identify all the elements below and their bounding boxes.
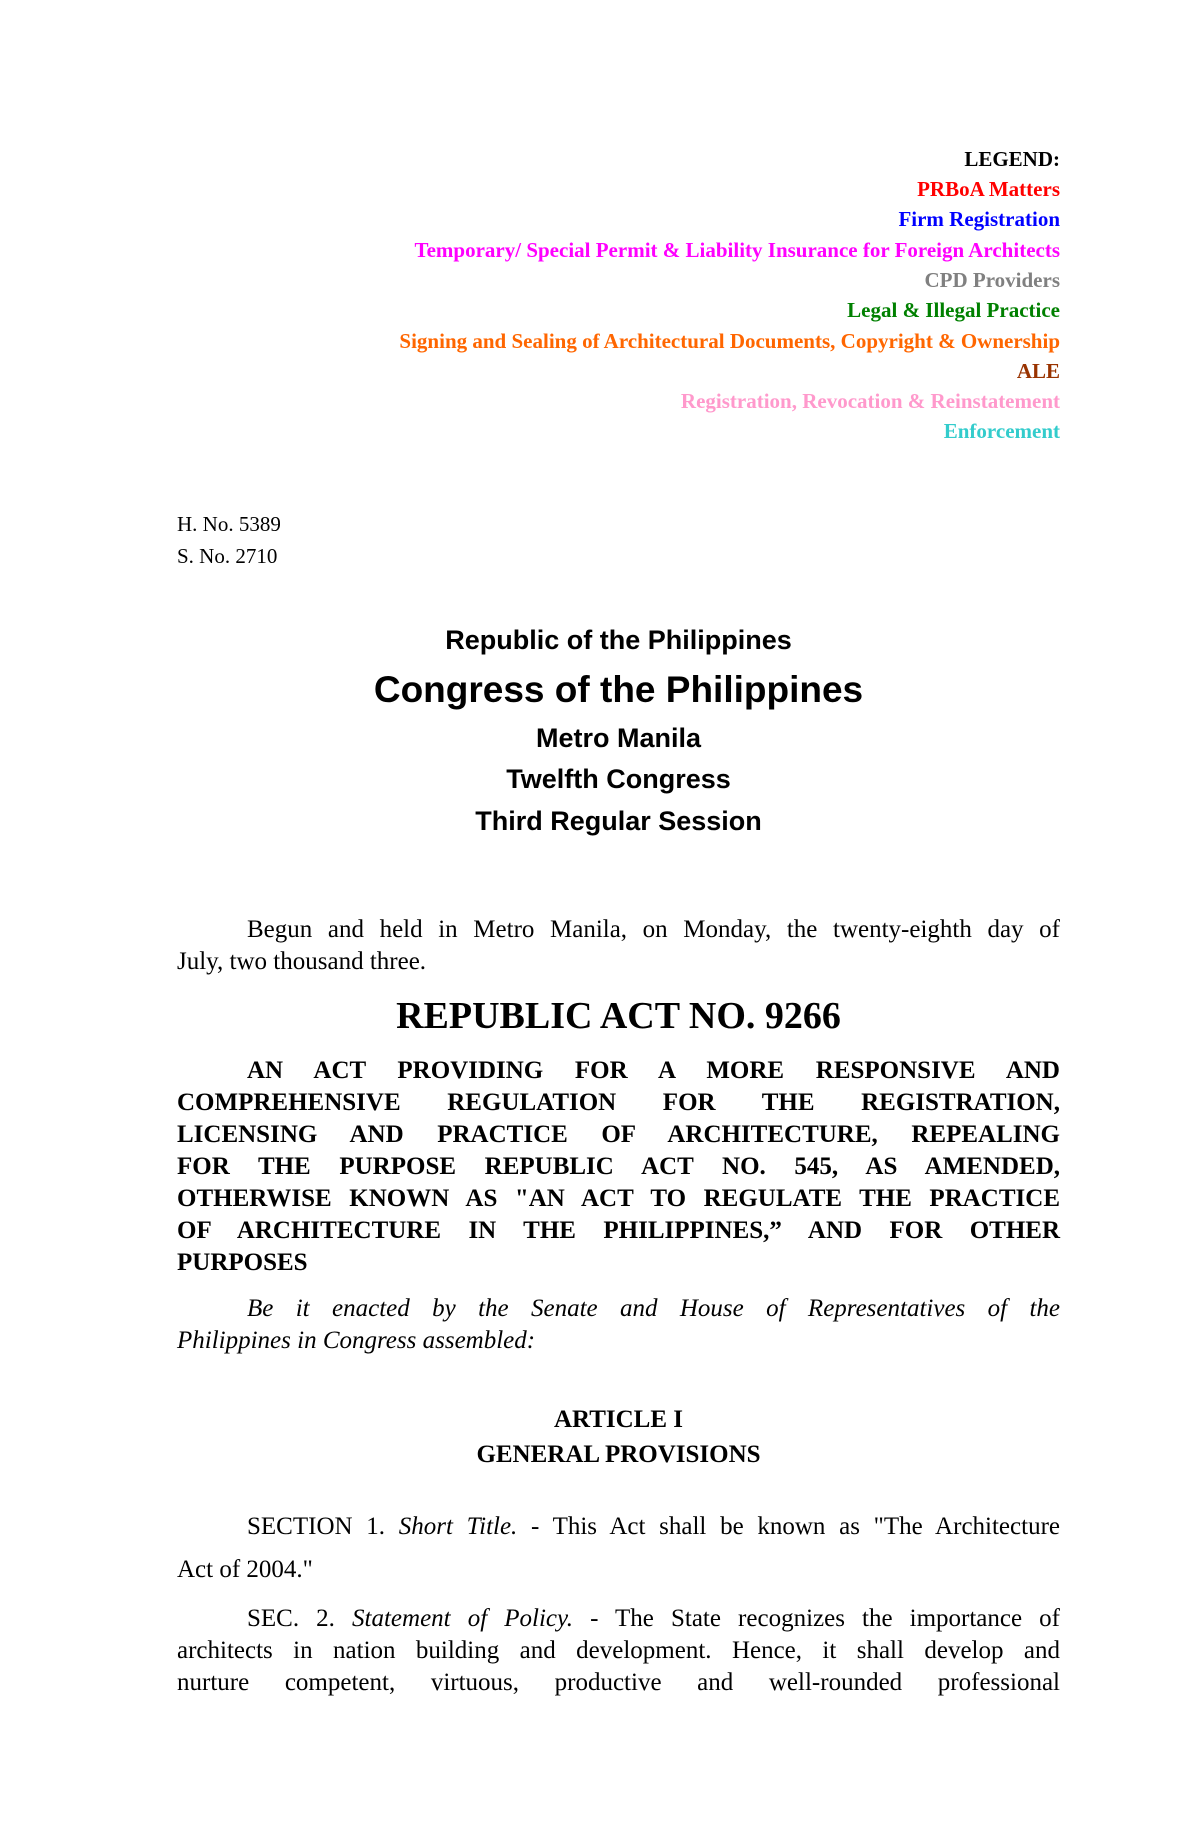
section-text: Act of 2004."	[177, 1556, 313, 1583]
legend-item-registration: Registration, Revocation & Reinstatement	[680, 389, 1060, 413]
legend-item-legal-practice: Legal & Illegal Practice	[847, 298, 1060, 322]
act-description-line: PURPOSES	[177, 1249, 308, 1276]
legend-item-firm-registration: Firm Registration	[898, 207, 1060, 231]
act-description-line: FOR THE PURPOSE REPUBLIC ACT NO. 545, AS AMENDED,	[177, 1153, 1060, 1180]
act-description-line: LICENSING AND PRACTICE OF ARCHITECTURE, REPEALING	[177, 1121, 1060, 1148]
begun-line: Begun and held in Metro Manila, on Monday, the twenty-eighth day of	[247, 916, 1060, 943]
republic-heading: Republic of the Philippines	[445, 625, 792, 655]
house-bill-number: H. No. 5389	[177, 512, 281, 536]
begun-line: July, two thousand three.	[177, 948, 427, 975]
legend-item-prboa: PRBoA Matters	[917, 177, 1060, 201]
congress-number-heading: Twelfth Congress	[506, 764, 731, 794]
act-description-line: OF ARCHITECTURE IN THE PHILIPPINES,” AND FOR OTHER	[177, 1217, 1060, 1244]
senate-bill-number: S. No. 2710	[177, 544, 278, 568]
place-heading: Metro Manila	[535, 723, 702, 753]
legend-title: LEGEND:	[964, 147, 1060, 171]
session-heading: Third Regular Session	[475, 806, 762, 836]
act-description-line: AN ACT PROVIDING FOR A MORE RESPONSIVE AND	[247, 1057, 1060, 1084]
legend-item-temporary-permit: Temporary/ Special Permit & Liability Insurance for Foreign Architects	[414, 238, 1060, 262]
enacting-line: Philippines in Congress assembled:	[177, 1327, 536, 1354]
article-number: ARTICLE I	[553, 1406, 684, 1433]
legend-item-cpd: CPD Providers	[924, 268, 1060, 292]
enacting-line: Be it enacted by the Senate and House of Representatives of the	[247, 1295, 1060, 1322]
section-text: - This Act shall be known as "The Architecture	[531, 1513, 1060, 1540]
section-text: - The State recognizes the importance of	[590, 1605, 1061, 1632]
article-title: GENERAL PROVISIONS	[476, 1441, 761, 1468]
section-heading: Statement of Policy.	[352, 1605, 573, 1632]
section-prefix: SECTION 1.	[247, 1513, 386, 1540]
section-heading: Short Title.	[398, 1513, 518, 1540]
congress-heading: Congress of the Philippines	[373, 669, 864, 710]
legend-item-enforcement: Enforcement	[943, 419, 1060, 443]
act-title: REPUBLIC ACT NO. 9266	[396, 995, 841, 1037]
act-description-line: OTHERWISE KNOWN AS "AN ACT TO REGULATE THE PRACTICE	[177, 1185, 1060, 1212]
legend-item-signing-sealing: Signing and Sealing of Architectural Documents, Copyright & Ownership	[399, 329, 1060, 353]
legend-item-ale: ALE	[1016, 359, 1060, 383]
section-prefix: SEC. 2.	[247, 1605, 335, 1632]
act-description-line: COMPREHENSIVE REGULATION FOR THE REGISTRATION,	[177, 1089, 1060, 1116]
section-text: nurture competent, virtuous, productive and well-rounded professional	[177, 1669, 1060, 1696]
section-text: architects in nation building and development. Hence, it shall develop and	[177, 1637, 1060, 1664]
